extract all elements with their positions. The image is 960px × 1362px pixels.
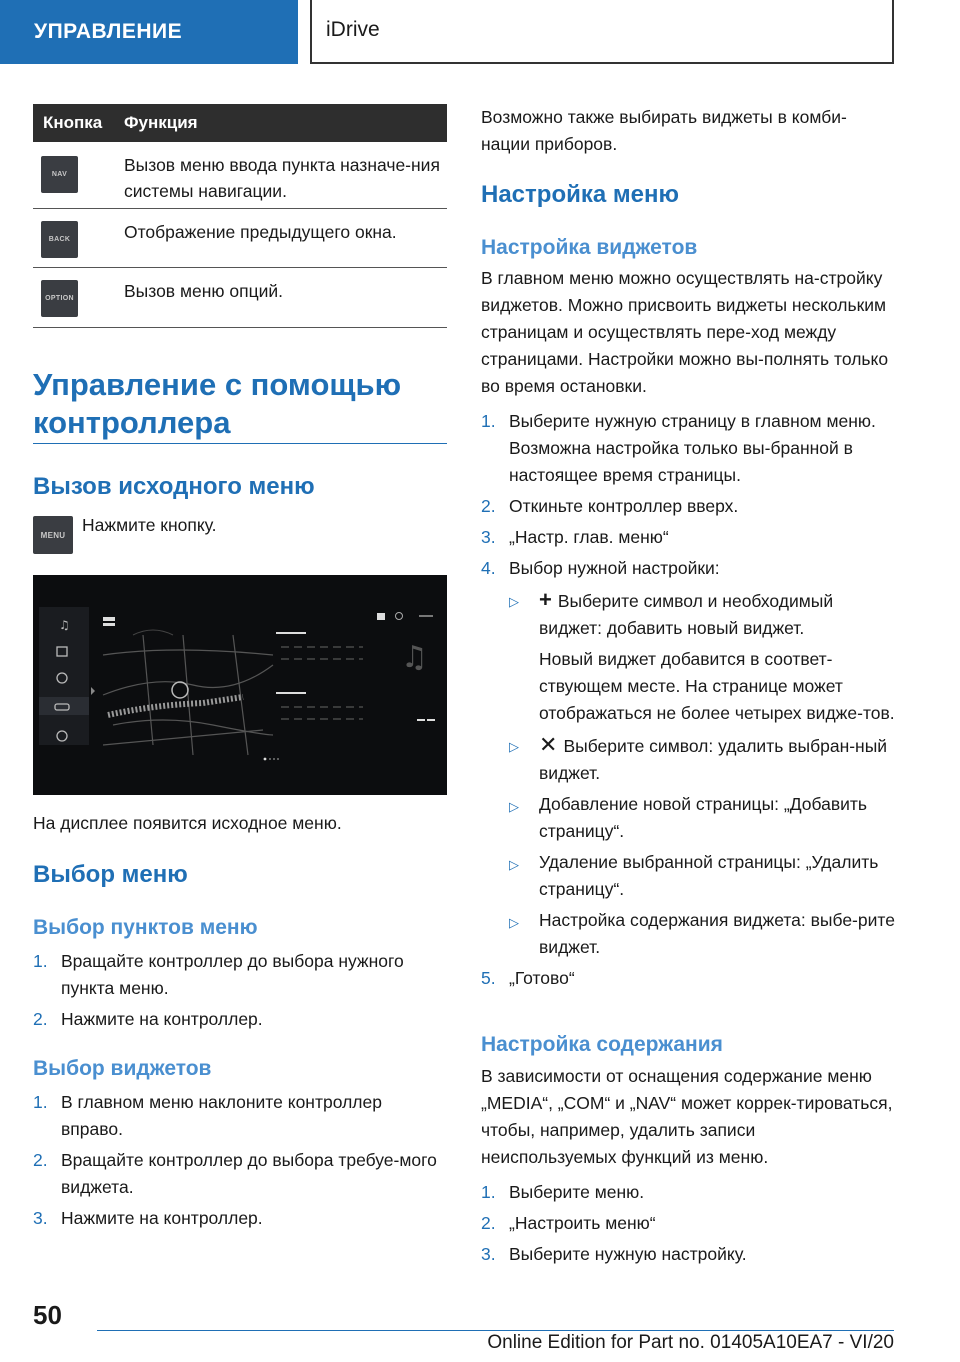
sub-item: ▷ Добавление новой страницы: „Добавить страницу“. (509, 794, 868, 841)
sub-item: ▷ + Выберите символ и необходимый виджет: добавить новый виджет. (509, 587, 834, 638)
list-item: 1. Выберите меню. (481, 1182, 645, 1202)
subheading-select-menu: Выбор меню (33, 861, 188, 888)
chapter-title: iDrive (310, 0, 894, 64)
sub-options (481, 586, 895, 961)
col-function-header: Функция (124, 113, 198, 132)
list-item: 2. „Настроить меню“ (481, 1213, 656, 1233)
subheading-main-menu: Вызов исходного меню (33, 473, 315, 500)
page-number: 50 (33, 1300, 62, 1330)
list-item: 1. Выберите нужную страницу в главном меню. Возможна настройка только вы-бранной в настоящее время страницы. (481, 411, 876, 485)
sub-item: ▷ ✕ Выберите символ: удалить выбран-ный виджет. (509, 732, 888, 783)
svg-text:♫: ♫ (401, 640, 428, 675)
sub-item: ▷ Настройка содержания виджета: выбе-рите виджет. (509, 910, 895, 957)
sub-item: Новый виджет добавится в соответ-ствующем месте. На странице может отображаться не более четырех видже-тов. (539, 649, 895, 723)
section-tab: УПРАВЛЕНИЕ (0, 0, 298, 64)
edition-text: Online Edition for Part no. 01405A10EA7 - VI/20 (487, 1332, 894, 1353)
section-heading: Управление с помощью контроллера (33, 367, 402, 440)
plus-icon: + (539, 587, 552, 612)
content-settings-text: В зависимости от оснащения содержание меню „MEDIA“, „COM“ и „NAV“ может коррек-тироваться, чтобы, например, удалить записи неиспользуемых функций из меню. (481, 1066, 893, 1167)
idrive-display-illustration (33, 575, 447, 795)
list-item: 1. Вращайте контроллер до выбора нужного пункта меню. (33, 951, 404, 998)
screen-caption: На дисплее появится исходное меню. (33, 813, 342, 833)
list-item: 3. „Настр. глав. меню“ (481, 527, 669, 547)
list-item: 2. Вращайте контроллер до выбора требуе-мого виджета. (33, 1150, 437, 1197)
subheading-select-widgets: Выбор виджетов (33, 1057, 212, 1080)
widget-settings-text: В главном меню можно осуществлять на-стройку виджетов. Можно присвоить виджеты нескольким страницам и осуществлять пере-ход между страницами. Настройки можно вы-полнять только во время остановки. (481, 268, 889, 396)
list-item: 4. Выбор нужной настройки: (481, 558, 720, 578)
close-icon: ✕ (539, 732, 558, 757)
heading-divider (33, 443, 447, 444)
table-row (33, 142, 447, 209)
intro-text: Возможно также выбирать виджеты в комби-нации приборов. (481, 107, 847, 154)
table-row (33, 209, 447, 268)
subheading-menu-settings: Настройка меню (481, 181, 679, 208)
idrive-screen-image (33, 575, 447, 795)
row-text: Вызов меню ввода пункта назначе-ния системы навигации. (124, 155, 440, 201)
list-item: 3. Нажмите на контроллер. (33, 1208, 263, 1228)
sub-item: ▷ Удаление выбранной страницы: „Удалить страницу“. (509, 852, 879, 899)
menu-items-steps (33, 948, 447, 1037)
svg-text:♫: ♫ (59, 618, 70, 632)
menu-button-icon: MENU (33, 516, 73, 554)
row-text: Отображение предыдущего окна. (124, 222, 397, 242)
footer-divider (97, 1330, 894, 1331)
col-button-header: Кнопка (43, 113, 103, 132)
content-settings-steps (481, 1179, 895, 1272)
list-item: 2. Нажмите на контроллер. (33, 1009, 263, 1029)
subheading-content-settings: Настройка содержания (481, 1033, 723, 1056)
list-item: 2. Откиньте контроллер вверх. (481, 496, 739, 516)
table-row (33, 268, 447, 328)
widget-steps (33, 1089, 447, 1236)
subheading-menu-items: Выбор пунктов меню (33, 916, 258, 939)
nav-button-icon: NAV (41, 156, 78, 193)
subheading-widget-settings: Настройка виджетов (481, 236, 698, 259)
option-button-icon: OPTION (41, 280, 78, 317)
list-item: 1. В главном меню наклоните контроллер вправо. (33, 1092, 382, 1139)
widget-settings-steps (481, 408, 895, 996)
button-function-table (33, 104, 447, 328)
row-text: Вызов меню опций. (124, 281, 284, 301)
list-item: 5. „Готово“ (481, 968, 575, 988)
menu-button-text: Нажмите кнопку. (82, 515, 217, 535)
back-button-icon: BACK (41, 221, 78, 258)
table-header (33, 104, 447, 142)
list-item: 3. Выберите нужную настройку. (481, 1244, 747, 1264)
